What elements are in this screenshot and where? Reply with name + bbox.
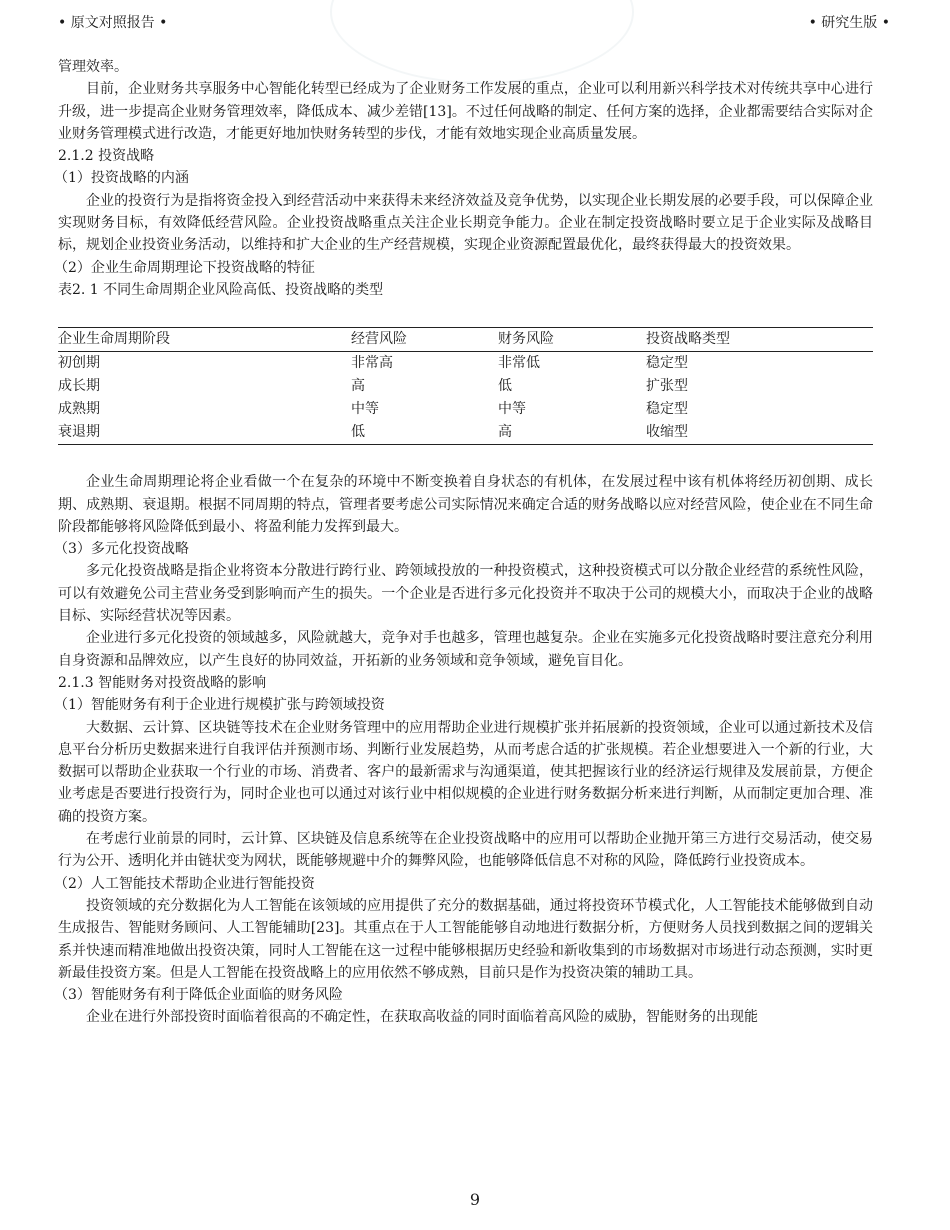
- paragraph: 企业进行多元化投资的领域越多，风险就越大，竞争对手也越多，管理也越复杂。企业在实施多元化投资战略时要注意充分利用自身资源和品牌效应，以产生良好的协同效益，开拓新的业务领域和竞争领域，避免盲目化。: [58, 630, 873, 669]
- table-cell: 高: [351, 378, 365, 395]
- subheading: （1）投资战略的内涵: [54, 170, 189, 187]
- paragraph: 多元化投资战略是指企业将资本分散进行跨行业、跨领域投放的一种投资模式，这种投资模式可以分散企业经营的系统性风险，可以有效避免公司主营业务受到影响而产生的损失。一个企业是否进行多元化投资并不取决于公司的规模大小，而取决于企业的战略目标、实际经营状况等因素。: [58, 563, 873, 625]
- page-number: 9: [469, 1190, 481, 1209]
- table-cell: 高: [498, 424, 512, 441]
- table-header-cell: 企业生命周期阶段: [58, 331, 170, 348]
- table-row: [58, 398, 873, 421]
- section-heading-2-1-3: 2.1.3 智能财务对投资战略的影响: [58, 674, 267, 691]
- paragraph: 在考虑行业前景的同时，云计算、区块链及信息系统等在企业投资战略中的应用可以帮助企业抛开第三方进行交易活动，使交易行为公开、透明化并由链状变为网状，既能够规避中介的舞弊风险，也能够降低信息不对称的风险，降低跨行业投资成本。: [58, 831, 873, 870]
- table-cell: 非常高: [351, 355, 393, 372]
- subheading: （1）智能财务有利于企业进行规模扩张与跨领域投资: [54, 697, 385, 714]
- table-cell: 低: [498, 378, 512, 395]
- document-body: [54, 56, 873, 1029]
- header-edition-label: • 研究生版 •: [808, 15, 890, 31]
- table-cell: 收缩型: [646, 424, 688, 441]
- paragraph: 企业生命周期理论将企业看做一个在复杂的环境中不断变换着自身状态的有机体，在发展过程中该有机体将经历初创期、成长期、成熟期、衰退期。根据不同周期的特点，管理者要考虑公司实际情况来确定合适的财务战略以应对经营风险，使企业在不同生命阶段都能够将风险降低到最小、将盈利能力发挥到最大。: [58, 474, 873, 535]
- table-cell: 中等: [498, 401, 526, 418]
- table-caption: 表2. 1 不同生命周期企业风险高低、投资战略的类型: [58, 281, 384, 298]
- table-row: [58, 375, 873, 398]
- table-cell: 衰退期: [58, 424, 100, 441]
- paragraph: 管理效率。: [58, 59, 128, 75]
- table-header-cell: 经营风险: [351, 331, 407, 348]
- paragraph: 大数据、云计算、区块链等技术在企业财务管理中的应用帮助企业进行规模扩张并拓展新的投资领域，企业可以通过新技术及信息平台分析历史数据来进行自我评估并预测市场、判断行业发展趋势，从而考虑合适的扩张规模。若企业想要进入一个新的行业，大数据可以帮助企业获取一个行业的市场、消费者、客户的最新需求与沟通渠道，使其把握该行业的经济运行规律及发展前景，方便企业考虑是否要进行投资行为，同时企业也可以通过对该行业中相似规模的企业进行财务数据分析来进行判断，从而制定更加合理、准确的投资方案。: [58, 719, 873, 825]
- table-cell: 低: [351, 424, 365, 441]
- table-cell: 非常低: [498, 355, 540, 372]
- paragraph: 目前，企业财务共享服务中心智能化转型已经成为了企业财务工作发展的重点，企业可以利用新兴科学技术对传统共享中心进行升级，进一步提高企业财务管理效率，降低成本、减少差错[13]。不过任何战略的制定、任何方案的选择，企业都需要结合实际对企业财务管理模式进行改造，才能更好地加快财务转型的步伐，才能有效地实现企业高质量发展。: [58, 81, 873, 142]
- paragraph: 企业的投资行为是指将资金投入到经营活动中来获得未来经济效益及竞争优势，以实现企业长期发展的必要手段，可以保障企业实现财务目标，有效降低经营风险。企业投资战略重点关注企业长期竞争能力。企业在制定投资战略时要立足于企业实际及战略目标，规划企业投资业务活动，以维持和扩大企业的生产经营规模，实现企业资源配置最优化，最终获得最大的投资效果。: [58, 192, 873, 254]
- table-cell: 成长期: [58, 378, 100, 395]
- paragraph: 企业在进行外部投资时面临着很高的不确定性，在获取高收益的同时面临着高风险的威胁，智能财务的出现能: [86, 1009, 758, 1026]
- subheading: （2）人工智能技术帮助企业进行智能投资: [54, 875, 315, 892]
- paragraph: 投资领域的充分数据化为人工智能在该领域的应用提供了充分的数据基础，通过将投资环节模式化，人工智能技术能够做到自动生成报告、智能财务顾问、人工智能辅助[23]。其重点在于人工智能能够自动地进行数据分析，方便财务人员找到数据之间的逻辑关系并快速而精准地做出投资决策，同时人工智能在这一过程中能够根据历史经验和新收集到的市场数据对市场进行动态预测，实时更新最佳投资方案。但是人工智能在投资战略上的应用依然不够成熟，目前只是作为投资决策的辅助工具。: [58, 897, 873, 981]
- header-report-label: • 原文对照报告 •: [58, 15, 168, 31]
- table-row: [58, 421, 873, 445]
- table-cell: 稳定型: [646, 355, 688, 372]
- table-cell: 扩张型: [646, 378, 688, 395]
- table-cell: 初创期: [58, 355, 100, 372]
- subheading: （3）智能财务有利于降低企业面临的财务风险: [54, 987, 343, 1004]
- section-heading-2-1-2: 2.1.2 投资战略: [58, 148, 155, 165]
- table-row: [58, 352, 873, 376]
- subheading: （3）多元化投资战略: [54, 541, 189, 558]
- table-header-cell: 投资战略类型: [646, 331, 730, 348]
- lifecycle-risk-table: [58, 327, 873, 445]
- table-header-row: [58, 328, 873, 352]
- table-cell: 中等: [351, 401, 379, 418]
- table-header-cell: 财务风险: [498, 331, 554, 348]
- subheading: （2）企业生命周期理论下投资战略的特征: [54, 259, 315, 276]
- table-cell: 成熟期: [58, 401, 100, 418]
- table-cell: 稳定型: [646, 401, 688, 418]
